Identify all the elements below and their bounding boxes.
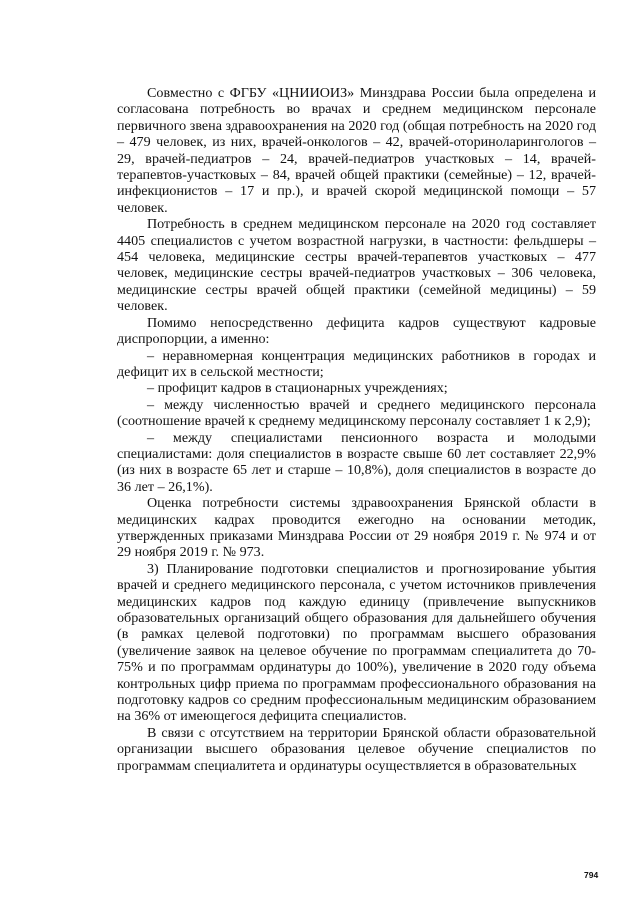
paragraph-staff-needs-nurses: Потребность в среднем медицинском персонале на 2020 год составляет 4405 специалистов с учетом возрастной нагрузки, в частности: фельдшеры – 454 человека, медицинские сестры врачей-терапевтов участковых – 477 человек, медицинские сестры врачей-педиатров участковых – 306 человека, медицинские сестры врачей общей практики (семейной медицины) – 59 человек. [117, 216, 596, 315]
paragraph-training-planning: 3) Планирование подготовки специалистов и прогнозирование убытия врачей и среднего медицинского персонала, с учетом источников привлечения медицинских кадров под каждую единицу (привлечение выпускников образовательных организаций общего образования для дальнейшего обучения (в рамках целевой подготовки) по программам высшего образования (увеличение заявок на целевое обучение по программам специалитета до 70-75% и по программам ординатуры до 100%), увеличение в 2020 году объема контрольных цифр приема по программам профессионального образования на подготовку кадров со средним профессиональным медицинским образованием на 36% от имеющегося дефицита специалистов. [117, 560, 596, 725]
list-item-age-structure: – между специалистами пенсионного возраста и молодыми специалистами: доля специалистов в возрасте свыше 60 лет составляет 22,9% (из них в возрасте 65 лет и старше – 10,8%), доля специалистов в возрасте до 36 лет – 26,1%). [117, 429, 596, 495]
page-number: 794 [584, 870, 599, 880]
paragraph-targeted-training: В связи с отсутствием на территории Брянской области образовательной организации высшего образования целевое обучение специалистов по программам специалитета и ординатуры осуществляется в образовательных [117, 724, 596, 774]
document-body [117, 85, 596, 774]
paragraph-disproportions-intro: Помимо непосредственно дефицита кадров существуют кадровые диспропорции, а именно: [117, 314, 596, 348]
list-item-hospital-surplus: – профицит кадров в стационарных учреждениях; [147, 380, 448, 397]
list-item-doctor-nurse-ratio: – между численностью врачей и среднего медицинского персонала (соотношение врачей к среднему медицинскому персоналу составляет 1 к 2,9); [117, 396, 596, 430]
paragraph-staff-needs-doctors: Совместно с ФГБУ «ЦНИИОИЗ» Минздрава России была определена и согласована потребность во врачах и среднем медицинском персонале первичного звена здравоохранения на 2020 год (общая потребность на 2020 год – 479 человек, из них, врачей-онкологов – 42, врачей-оториноларингологов – 29, врачей-педиатров – 24, врачей-педиатров участковых – 14, врачей-терапевтов-участковых – 84, врачей общей практики (семейные) – 12, врачей-инфекционистов – 17 и пр.), и врачей скорой медицинской помощи – 57 человек. [117, 85, 596, 216]
list-item-urban-rural: – неравномерная концентрация медицинских работников в городах и дефицит их в сельской местности; [117, 347, 596, 380]
paragraph-needs-assessment: Оценка потребности системы здравоохранения Брянской области в медицинских кадрах проводится ежегодно на основании методик, утвержденных приказами Минздрава России от 29 ноября 2019 г. № 974 и от 29 ноября 2019 г. № 973. [117, 495, 596, 561]
